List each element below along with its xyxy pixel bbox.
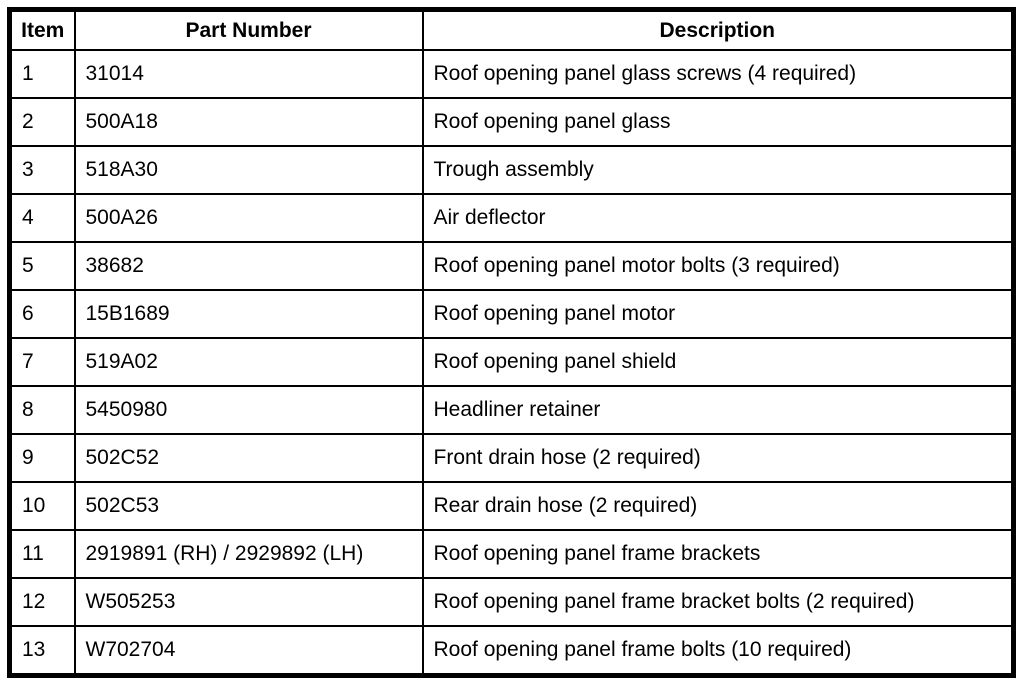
table-row xyxy=(10,146,1014,194)
table-row xyxy=(10,482,1014,530)
table-row xyxy=(10,626,1014,676)
description-cell: Roof opening panel glass screws (4 required) xyxy=(423,50,1014,98)
description-cell: Headliner retainer xyxy=(423,386,1014,434)
item-cell: 1 xyxy=(10,50,75,98)
table-row xyxy=(10,50,1014,98)
table-row xyxy=(10,338,1014,386)
table-row xyxy=(10,98,1014,146)
part-number-cell: 2919891 (RH) / 2929892 (LH) xyxy=(75,530,423,578)
table-row xyxy=(10,530,1014,578)
item-cell: 2 xyxy=(10,98,75,146)
part-number-cell: 5450980 xyxy=(75,386,423,434)
item-cell: 4 xyxy=(10,194,75,242)
item-cell: 6 xyxy=(10,290,75,338)
table-row xyxy=(10,434,1014,482)
description-cell: Air deflector xyxy=(423,194,1014,242)
description-cell: Roof opening panel frame brackets xyxy=(423,530,1014,578)
item-cell: 13 xyxy=(10,626,75,676)
part-number-cell: 38682 xyxy=(75,242,423,290)
description-cell: Roof opening panel shield xyxy=(423,338,1014,386)
item-cell: 10 xyxy=(10,482,75,530)
part-number-cell: 31014 xyxy=(75,50,423,98)
item-cell: 5 xyxy=(10,242,75,290)
part-number-cell: 518A30 xyxy=(75,146,423,194)
description-cell: Roof opening panel glass xyxy=(423,98,1014,146)
parts-list-table xyxy=(7,7,1016,678)
column-header-part-number: Part Number xyxy=(75,10,423,51)
part-number-cell: 519A02 xyxy=(75,338,423,386)
table-row xyxy=(10,290,1014,338)
column-header-description: Description xyxy=(423,10,1014,51)
part-number-cell: 15B1689 xyxy=(75,290,423,338)
table-row xyxy=(10,578,1014,626)
part-number-cell: 500A26 xyxy=(75,194,423,242)
item-cell: 9 xyxy=(10,434,75,482)
item-cell: 12 xyxy=(10,578,75,626)
table-row xyxy=(10,194,1014,242)
description-cell: Roof opening panel frame bracket bolts (2 required) xyxy=(423,578,1014,626)
table-header-row xyxy=(10,10,1014,51)
part-number-cell: 502C52 xyxy=(75,434,423,482)
item-cell: 7 xyxy=(10,338,75,386)
part-number-cell: W505253 xyxy=(75,578,423,626)
table-row xyxy=(10,242,1014,290)
column-header-item: Item xyxy=(10,10,75,51)
description-cell: Trough assembly xyxy=(423,146,1014,194)
item-cell: 11 xyxy=(10,530,75,578)
description-cell: Roof opening panel frame bolts (10 required) xyxy=(423,626,1014,676)
description-cell: Roof opening panel motor bolts (3 required) xyxy=(423,242,1014,290)
item-cell: 8 xyxy=(10,386,75,434)
part-number-cell: 500A18 xyxy=(75,98,423,146)
description-cell: Front drain hose (2 required) xyxy=(423,434,1014,482)
table-row xyxy=(10,386,1014,434)
description-cell: Roof opening panel motor xyxy=(423,290,1014,338)
part-number-cell: W702704 xyxy=(75,626,423,676)
description-cell: Rear drain hose (2 required) xyxy=(423,482,1014,530)
part-number-cell: 502C53 xyxy=(75,482,423,530)
item-cell: 3 xyxy=(10,146,75,194)
